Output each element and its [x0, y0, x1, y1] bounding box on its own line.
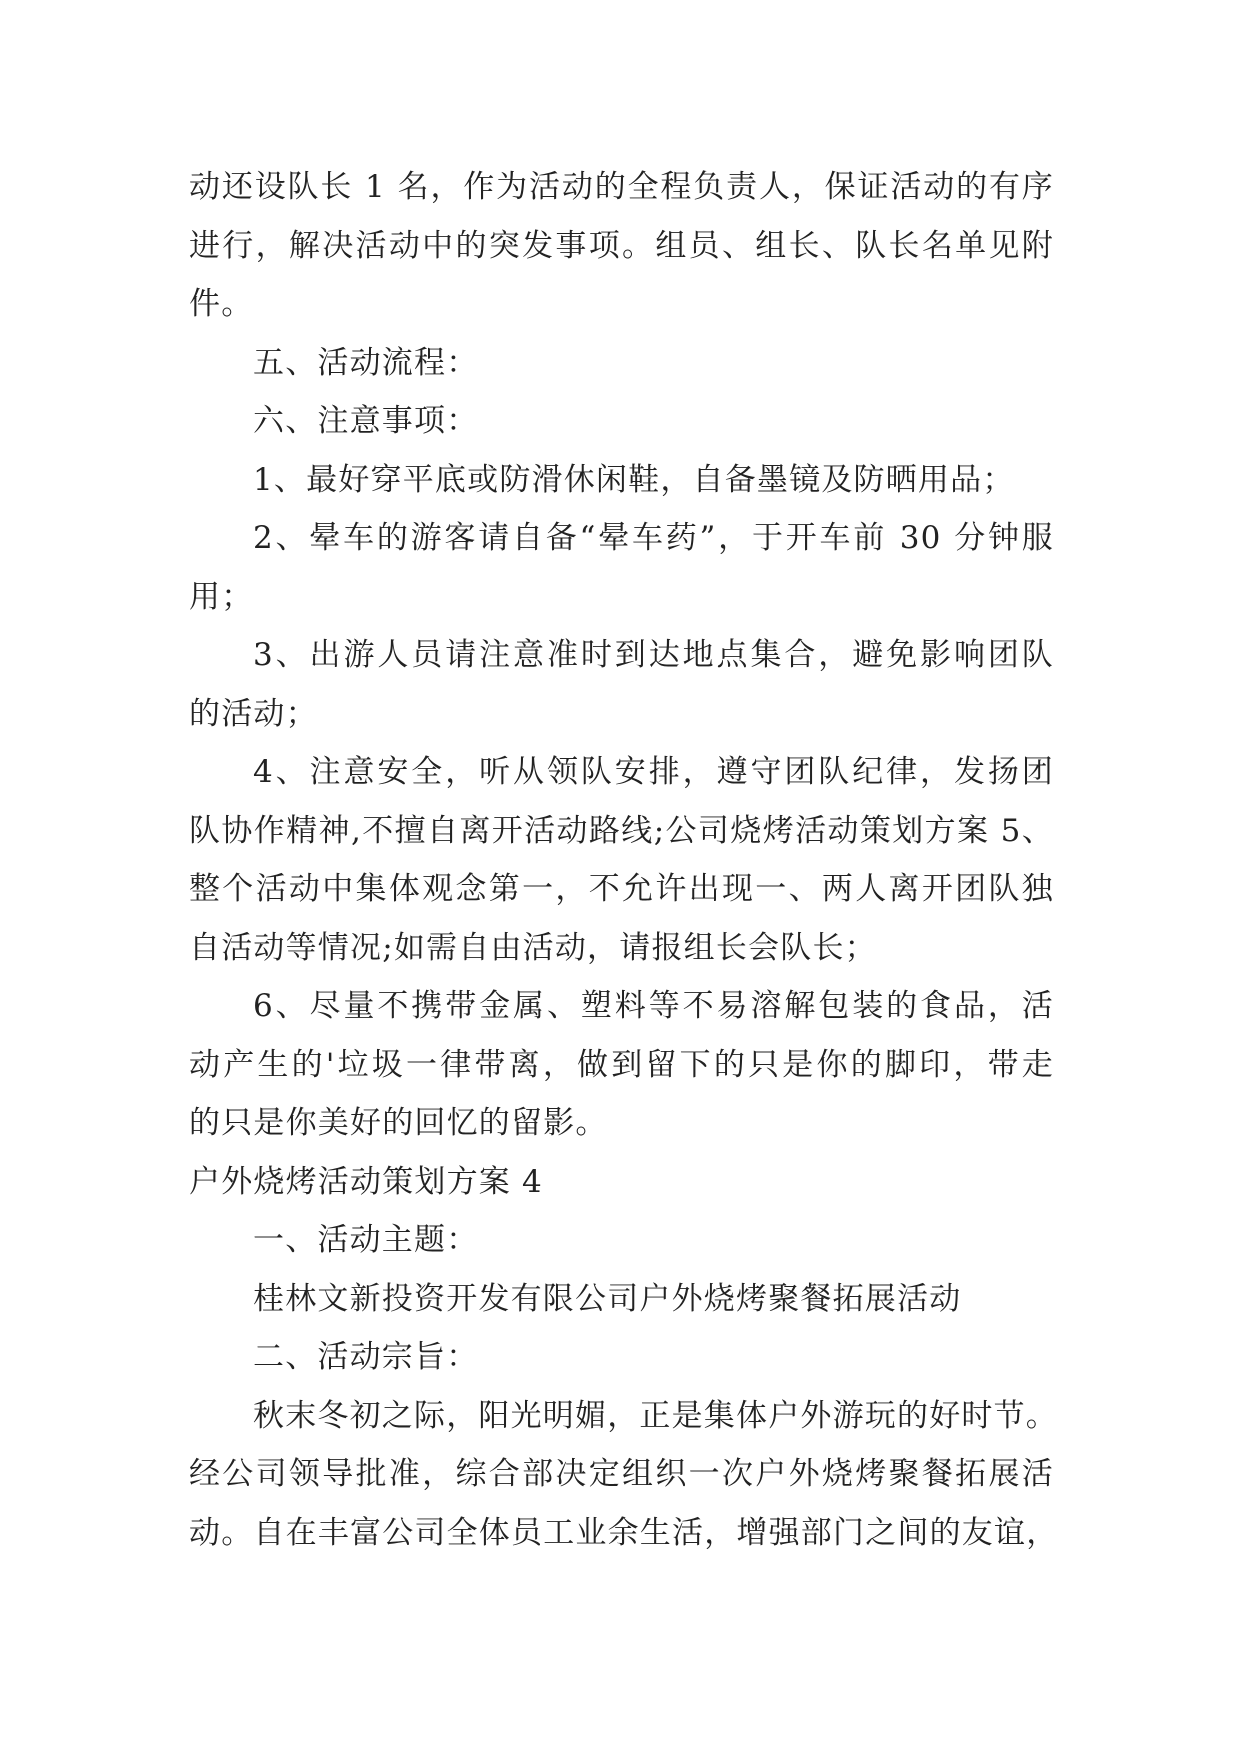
- list-item-text: 4、注意安全，听从领队安排，遵守团队纪律，发扬团: [253, 754, 1054, 790]
- list-item-text: 的活动；: [189, 695, 318, 732]
- document-section-title: 户外烧烤活动策划方案 4: [189, 1163, 543, 1200]
- section-heading: 六、注意事项：: [253, 403, 479, 439]
- list-item-text: 1、最好穿平底或防滑休闲鞋，自备墨镜及防晒用品；: [253, 461, 1015, 498]
- list-item-text: 的只是你美好的回忆的留影。: [189, 1105, 608, 1141]
- list-item-text: 用；: [189, 578, 254, 615]
- body-text-line: 动。自在丰富公司全体员工业余生活，增强部门之间的友谊，: [189, 1514, 1059, 1551]
- document-body: [189, 158, 1059, 1562]
- list-item-text: 整个活动中集体观念第一，不允许出现一、两人离开团队独: [189, 871, 1054, 907]
- section-heading: 一、活动主题：: [253, 1222, 479, 1258]
- body-text-line: 经公司领导批准，综合部决定组织一次户外烧烤聚餐拓展活: [189, 1456, 1054, 1492]
- list-item-text: 2、晕车的游客请自备“晕车药”，于开车前 30 分钟服: [253, 520, 1054, 556]
- list-item-text: 3、出游人员请注意准时到达地点集合，避免影响团队: [253, 637, 1054, 673]
- body-text-line: 动还设队长 1 名，作为活动的全程负责人，保证活动的有序: [189, 169, 1054, 205]
- list-item-text: 动产生的'垃圾一律带离，做到留下的只是你的脚印，带走: [189, 1046, 1054, 1083]
- list-item-text: 6、尽量不携带金属、塑料等不易溶解包装的食品，活: [253, 988, 1054, 1024]
- body-text-line: 进行，解决活动中的突发事项。组员、组长、队长名单见附: [189, 227, 1054, 264]
- section-heading: 五、活动流程：: [253, 344, 479, 381]
- list-item-text: 自活动等情况;如需自由活动，请报组长会队长；: [189, 929, 877, 966]
- body-text-line: 件。: [189, 286, 254, 322]
- body-text-line: 秋末冬初之际，阳光明媚，正是集体户外游玩的好时节。: [253, 1397, 1058, 1434]
- body-text-line: 桂林文新投资开发有限公司户外烧烤聚餐拓展活动: [253, 1280, 962, 1317]
- list-item-text: 队协作精神,不擅自离开活动路线;公司烧烤活动策划方案 5、: [189, 812, 1054, 849]
- section-heading: 二、活动宗旨：: [253, 1339, 479, 1375]
